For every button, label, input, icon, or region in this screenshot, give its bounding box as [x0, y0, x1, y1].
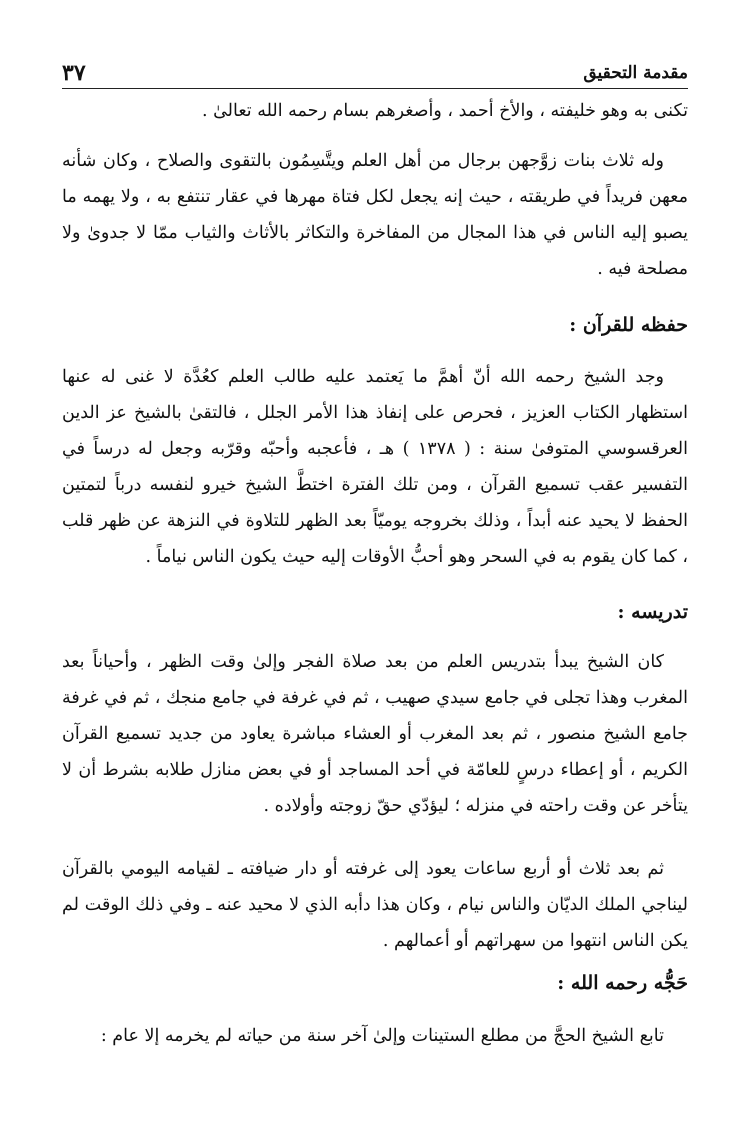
running-title: مقدمة التحقيق: [583, 63, 688, 83]
page-header: [62, 52, 688, 89]
paragraph-night-prayer: ثم بعد ثلاث أو أربع ساعات يعود إلى غرفته أو دار ضيافته ـ لقيامه اليومي بالقرآن ليناجي الملك الديّان والناس نيام ، وكان هذا دأبه الذي لا محيد عنه ـ وفي ذلك الوقت لم يكن الناس انتهوا من سهراتهم أو أعمالهم .: [62, 859, 688, 951]
heading-hajj: حَجُّه رحمه الله :: [557, 972, 688, 994]
heading-quran-memorization: حفظه للقرآن :: [569, 314, 688, 336]
page-number: ٣٧: [62, 60, 86, 86]
paragraph-teaching: كان الشيخ يبدأ بتدريس العلم من بعد صلاة الفجر وإلىٰ وقت الظهر ، وأحياناً بعد المغرب وهذا تجلى في جامع سيدي صهيب ، ثم في غرفة في جامع منجك ، ثم في غرفة جامع الشيخ منصور ، ثم بعد المغرب أو العشاء مباشرة يعاود من جديد تسميع القرآن الكريم ، أو إعطاء درسٍ للعامّة في أحد المساجد أو في بعض منازل طلابه بشرط أن لا يتأخر عن وقت راحته في منزله ؛ ليؤدّي حقّ زوجته وأولاده .: [62, 652, 688, 816]
paragraph-quran-memorization: وجد الشيخ رحمه الله أنّ أهمَّ ما يَعتمد عليه طالب العلم كعُدَّة لا غنى له عنها استظهار الكتاب العزيز ، فحرص على إنفاذ هذا الأمر الجلل ، فالتقىٰ بالشيخ عز الدين العرقسوسي المتوفىٰ سنة : ( ١٣٧٨ ) هـ ، فأعجبه وأحبّه وقرّبه وجعل له درساً في التفسير عقب تسميع القرآن ، ومن تلك الفترة اختطَّ الشيخ خيرو لنفسه درباً لتمتين الحفظ لا يحيد عنه أبداً ، وذلك بخروجه يوميّاً بعد الظهر للتلاوة في النزهة عن ظهر قلب ، كما كان يقوم به في السحر وهو أحبُّ الأوقات إليه حيث يكون الناس نياماً .: [62, 367, 688, 567]
paragraph-daughters: وله ثلاث بنات زوَّجهن برجال من أهل العلم ويتَّسِمُون بالتقوى والصلاح ، وكان شأنه معهن فريداً في طريقته ، حيث إنه يجعل لكل فتاة مهرها في عقار تنتفع به ، ولا يهمه ما يصبو إليه الناس في هذا المجال من المفاخرة والتكاثر بالأثاث والثياب ممّا لا جدوىٰ ولا مصلحة فيه .: [62, 151, 688, 279]
paragraph-hajj: تابع الشيخ الحجَّ من مطلع الستينات وإلىٰ آخر سنة من حياته لم يخرمه إلا عام :: [100, 1026, 664, 1046]
paragraph-sons: تكنى به وهو خليفته ، والأخ أحمد ، وأصغرهم بسام رحمه الله تعالىٰ .: [201, 101, 688, 121]
heading-teaching: تدريسه :: [617, 601, 688, 623]
